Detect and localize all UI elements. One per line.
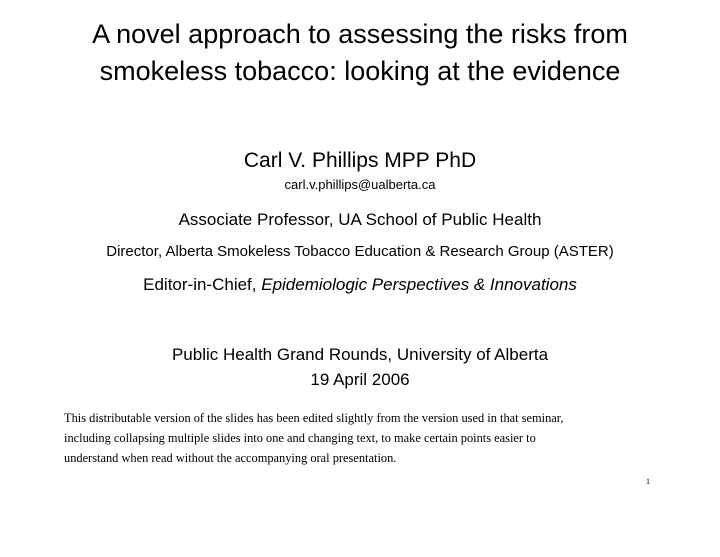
note-line-3: understand when read without the accompanying oral presentation.	[64, 451, 397, 465]
slide-title	[0, 16, 720, 90]
author-email: carl.v.phillips@ualberta.ca	[284, 177, 436, 192]
page-number: 1	[646, 477, 650, 486]
affiliation-editor	[0, 273, 720, 297]
event-name: Public Health Grand Rounds, University of Alberta	[171, 345, 549, 364]
author-name: Carl V. Phillips MPP PhD	[243, 149, 477, 172]
journal-name: Epidemiologic Perspectives & Innovations	[261, 275, 577, 294]
title-line-2: smokeless tobacco: looking at the evidence	[99, 56, 621, 86]
affiliation-director: Director, Alberta Smokeless Tobacco Education & Research Group (ASTER)	[106, 243, 614, 260]
note-line-2: including collapsing multiple slides into one and changing text, to make certain points easier to	[64, 431, 536, 445]
affiliation-professor: Associate Professor, UA School of Public Health	[178, 210, 542, 229]
note-line-1: This distributable version of the slides has been edited slightly from the version used in that seminar,	[64, 411, 564, 425]
editor-prefix: Editor-in-Chief,	[143, 275, 262, 294]
event-date: 19 April 2006	[310, 370, 410, 389]
distribution-note	[64, 408, 664, 468]
title-line-1: A novel approach to assessing the risks from	[92, 19, 628, 49]
